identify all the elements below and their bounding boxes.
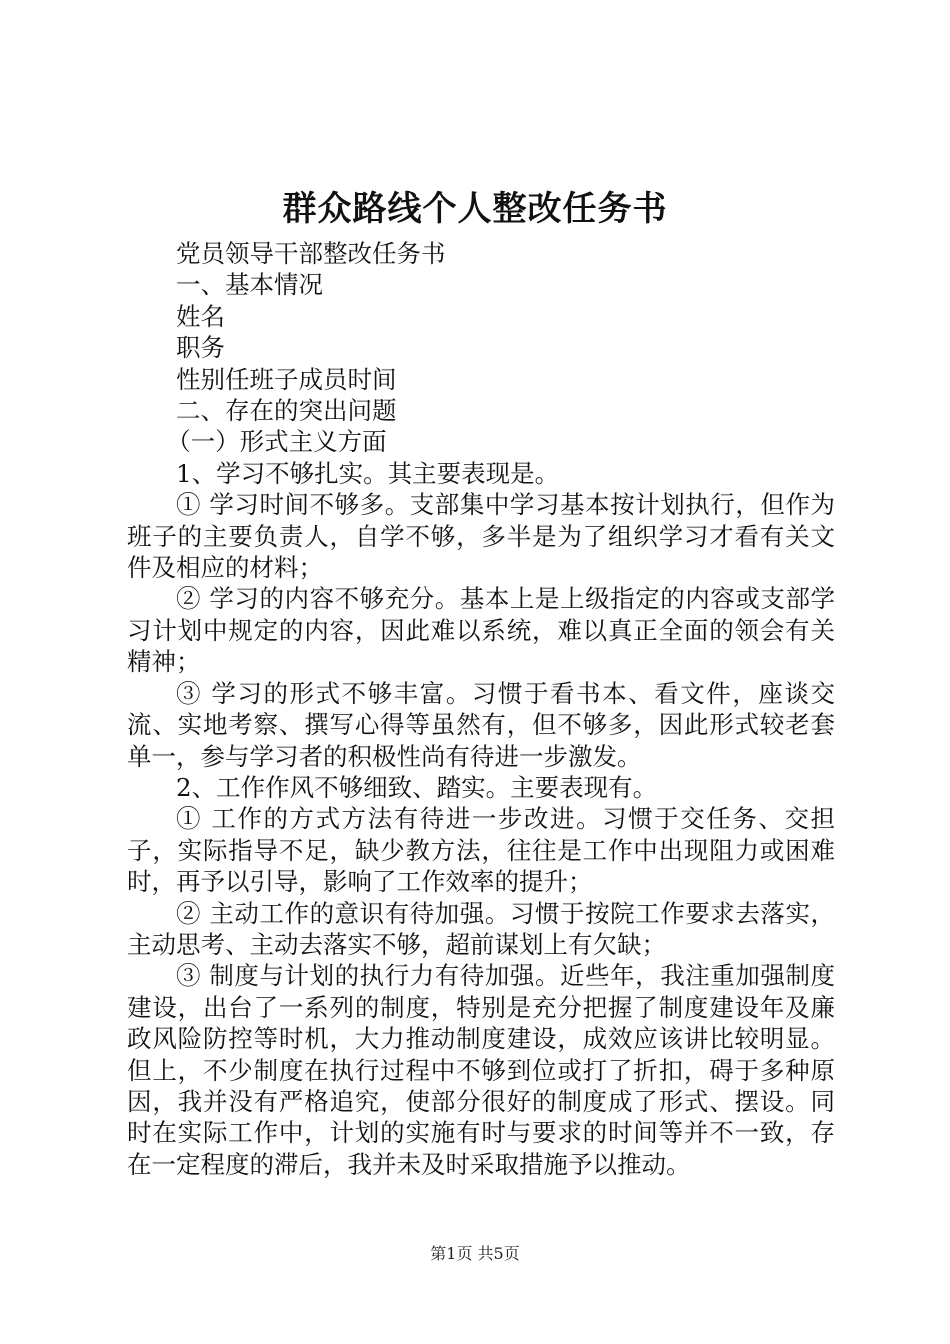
paragraph: ③ 学习的形式不够丰富。习惯于看书本、看文件，座谈交流、实地考察、撰写心得等虽然有，但不够多，因此形式较老套单一，参与学习者的积极性尚有待进一步激发。: [127, 678, 835, 771]
paragraph: 职务: [176, 333, 225, 363]
paragraph: （一）形式主义方面: [166, 427, 387, 457]
paragraph: ③ 制度与计划的执行力有待加强。近些年，我注重加强制度建设，出台了一系列的制度，特别是充分把握了制度建设年及廉政风险防控等时机，大力推动制度建设，成效应该讲比较明显。但上，不少制度在执行过程中不够到位或打了折扣，碍于多种原因，我并没有严格追究，使部分很好的制度成了形式、摆设。同时在实际工作中，计划的实施有时与要求的时间等并不一致，存在一定程度的滞后，我并未及时采取措施予以推动。: [127, 961, 835, 1179]
page-number: 第1页 共5页: [430, 1244, 520, 1263]
paragraph: ① 学习时间不够多。支部集中学习基本按计划执行，但作为班子的主要负责人，自学不够，多半是为了组织学习才看有关文件及相应的材料；: [127, 490, 835, 583]
paragraph: 党员领导干部整改任务书: [176, 239, 446, 268]
paragraph: 性别任班子成员时间: [176, 364, 397, 394]
paragraph: 姓名: [176, 301, 225, 331]
paragraph: 二、存在的突出问题: [176, 396, 397, 426]
paragraph: 一、基本情况: [176, 270, 323, 300]
paragraph: ② 主动工作的意识有待加强。习惯于按院工作要求去落实，主动思考、主动去落实不够，超前谋划上有欠缺；: [127, 898, 835, 959]
paragraph: ② 学习的内容不够充分。基本上是上级指定的内容或支部学习计划中规定的内容，因此难以系统，难以真正全面的领会有关精神；: [127, 584, 835, 677]
document-body: [127, 238, 835, 1180]
paragraph: 1、学习不够扎实。其主要表现是。: [176, 458, 560, 488]
document-title: 群众路线个人整改任务书: [282, 189, 668, 229]
paragraph: ① 工作的方式方法有待进一步改进。习惯于交任务、交担子，实际指导不足，缺少教方法，往往是工作中出现阻力或困难时，再予以引导，影响了工作效率的提升；: [127, 804, 835, 897]
paragraph: 2、工作作风不够细致、踏实。主要表现有。: [176, 772, 658, 802]
